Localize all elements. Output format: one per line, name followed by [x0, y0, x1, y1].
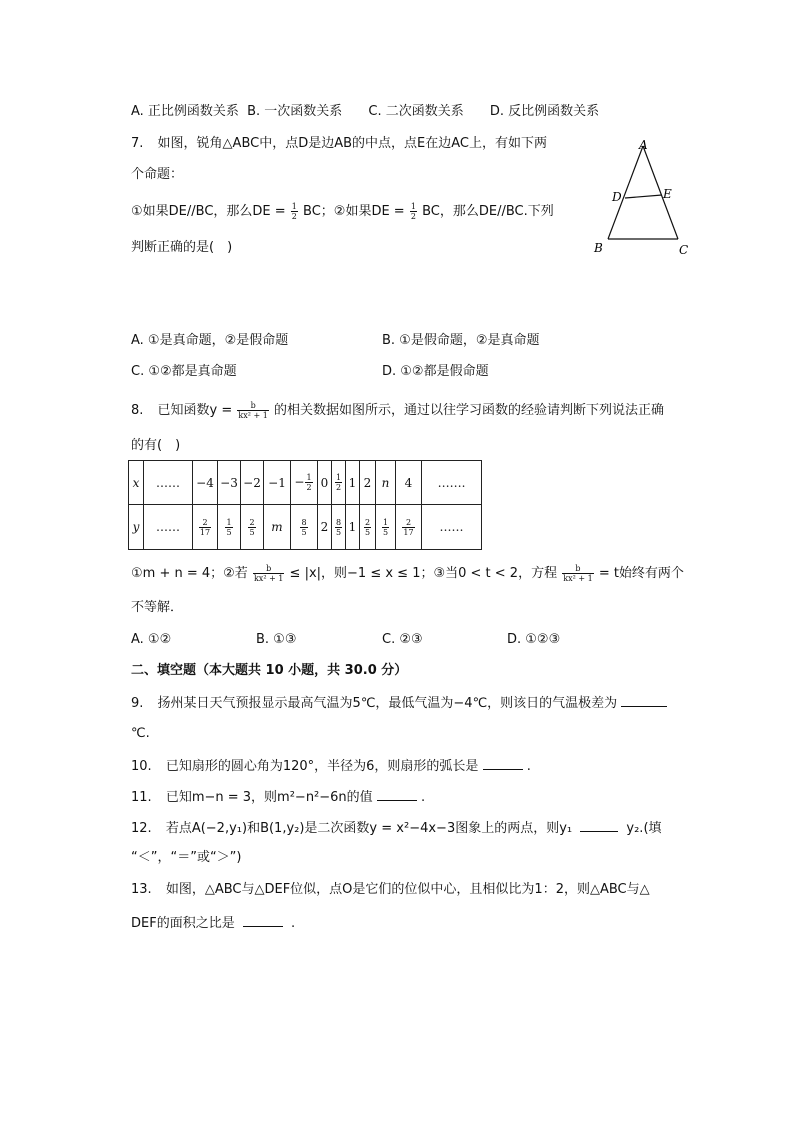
fraction-denominator: kx² + 1 — [253, 574, 284, 583]
cell-fraction — [225, 518, 232, 537]
table-cell: y — [129, 505, 144, 550]
q6-options — [131, 104, 599, 120]
table-cell: 4 — [396, 461, 422, 505]
q9-line1 — [131, 694, 667, 712]
fraction-denominator: 5 — [301, 527, 307, 537]
fraction-numerator: 2 — [249, 517, 255, 527]
vertex-a-label: A — [639, 138, 648, 152]
cell-fraction — [364, 518, 371, 537]
cell-fraction — [335, 473, 342, 492]
cell-fraction — [335, 518, 342, 537]
q12-after: y₂.(填 — [626, 821, 662, 836]
fraction-denominator: 5 — [364, 527, 371, 537]
vertex-b-label: B — [594, 241, 603, 255]
q8-stem-end: 的相关数据如图所示，通过以往学习函数的经验请判断下列说法正确 — [274, 403, 665, 418]
q8-option-c: C. ②③ — [382, 632, 423, 647]
q7-option-a: A. ①是真命题，②是假命题 — [131, 333, 289, 348]
fraction-numerator: 8 — [301, 517, 307, 527]
table-row-y — [129, 505, 482, 550]
q8-statements — [131, 562, 684, 586]
q10-line — [131, 757, 531, 775]
table-cell — [332, 461, 346, 505]
q7-option-b: B. ①是假命题，②是真命题 — [382, 333, 540, 348]
q13-end: . — [290, 916, 296, 931]
q8-line4: 不等解． — [131, 600, 184, 615]
table-cell: 1 — [346, 505, 360, 550]
fraction-denominator: 5 — [382, 527, 389, 537]
table-cell: −1 — [264, 461, 291, 505]
q8-statement-1: ①m + n = 4；②若 — [131, 566, 248, 581]
fraction-denominator: 5 — [226, 527, 232, 537]
answer-blank[interactable] — [377, 788, 417, 801]
fraction-numerator: b — [562, 564, 593, 574]
fraction-denominator: 2 — [306, 483, 312, 492]
q8-line2: 的有( ) — [131, 438, 181, 453]
fraction-numerator: 2 — [364, 517, 371, 527]
q7-proposition-2: BC；②如果DE = — [303, 204, 405, 219]
table-cell — [241, 505, 264, 550]
fraction-numerator: 1 — [410, 202, 416, 211]
fraction-denominator: 2 — [410, 212, 416, 221]
cell-fraction — [199, 518, 211, 537]
fraction-denominator: 17 — [199, 527, 211, 537]
answer-blank[interactable] — [580, 819, 618, 832]
fraction-denominator: 5 — [249, 527, 255, 537]
point-d-label: D — [612, 190, 622, 204]
q8-statement-2: ≤ |x|，则−1 ≤ x ≤ 1；③当0 < t < 2，方程 — [289, 566, 558, 581]
q12-line1 — [131, 819, 662, 837]
q6-option-b: B. 一次函数关系 — [247, 104, 343, 119]
q10-end: . — [526, 759, 531, 774]
function-fraction — [253, 564, 284, 583]
table-cell: 2 — [360, 461, 376, 505]
half-fraction — [410, 202, 417, 221]
table-cell: ……. — [422, 461, 482, 505]
q11-end: . — [420, 790, 426, 805]
q12-number: 12. — [131, 821, 152, 836]
q11-number: 11. — [131, 790, 152, 805]
point-e-label: E — [663, 187, 672, 201]
q7-line2: 个命题： — [131, 167, 184, 182]
q7-proposition-1: ①如果DE//BC，那么DE = — [131, 204, 286, 219]
table-cell — [360, 505, 376, 550]
q11-stem: 已知m−n = 3，则m²−n²−6n的值 — [165, 790, 373, 805]
table-cell: −3 — [218, 461, 241, 505]
cell-fraction — [248, 518, 255, 537]
fraction-denominator: 5 — [335, 527, 342, 537]
q7-option-c: C. ①②都是真命题 — [131, 364, 237, 379]
q6-option-d: D. 反比例函数关系 — [489, 104, 600, 119]
q7-line1 — [131, 136, 547, 152]
fraction-denominator: 2 — [291, 212, 297, 221]
function-fraction — [562, 564, 593, 583]
q6-option-c: C. 二次函数关系 — [368, 104, 464, 119]
q7-number: 7. — [131, 136, 144, 151]
answer-blank[interactable] — [621, 694, 667, 707]
table-cell — [396, 505, 422, 550]
fraction-numerator: 1 — [382, 517, 389, 527]
table-cell: n — [376, 461, 396, 505]
cell-fraction — [305, 473, 312, 492]
fraction-numerator: 1 — [335, 473, 342, 482]
q8-number: 8. — [131, 403, 144, 418]
table-cell — [218, 505, 241, 550]
q12-line2: “＜”，“＝”或“＞”) — [131, 850, 242, 865]
table-cell — [332, 505, 346, 550]
table-cell: 0 — [318, 461, 332, 505]
q13-stem-2: DEF的面积之比是 — [131, 916, 235, 931]
q13-line1 — [131, 882, 650, 898]
q10-stem: 已知扇形的圆心角为120°，半径为6，则扇形的弧长是 — [165, 759, 479, 774]
q8-option-b: B. ①③ — [256, 632, 297, 647]
q6-option-a: A. 正比例函数关系 — [131, 104, 239, 119]
q9-number: 9. — [131, 696, 144, 711]
table-cell — [376, 505, 396, 550]
fraction-numerator: 1 — [226, 517, 232, 527]
table-cell — [291, 505, 318, 550]
q13-line2 — [131, 914, 295, 932]
q11-line — [131, 788, 425, 806]
answer-blank[interactable] — [483, 757, 523, 770]
fraction-numerator: b — [253, 564, 284, 574]
cell-fraction — [402, 518, 414, 537]
fraction-numerator: 8 — [335, 517, 342, 527]
q8-data-table — [128, 460, 482, 550]
q13-number: 13. — [131, 882, 152, 897]
fraction-denominator: 17 — [403, 527, 414, 537]
table-cell: m — [264, 505, 291, 550]
table-cell: −4 — [193, 461, 218, 505]
function-fraction — [237, 401, 268, 420]
fraction-denominator: 2 — [335, 483, 342, 492]
minus-sign: − — [294, 475, 305, 489]
vertex-c-label: C — [679, 243, 689, 257]
q7-stem: 如图，锐角△ABC中，点D是边AB的中点，点E在边AC上，有如下两 — [157, 136, 547, 151]
fraction-numerator: 2 — [402, 518, 414, 528]
table-cell: x — [129, 461, 144, 505]
fraction-denominator: kx² + 1 — [563, 574, 593, 583]
q7-option-d: D. ①②都是假命题 — [382, 364, 489, 379]
table-cell — [193, 505, 218, 550]
q13-stem: 如图，△ABC与△DEF位似，点O是它们的位似中心，且相似比为1：2，则△ABC与△ — [165, 882, 650, 897]
q7-line4: 判断正确的是( ) — [131, 240, 233, 255]
triangle-figure — [590, 134, 700, 259]
q9-unit: ℃. — [131, 726, 150, 741]
q12-stem: 若点A(−2,y₁)和B(1,y₂)是二次函数y = x²−4x−3图象上的两点，则y₁ — [165, 821, 573, 836]
table-row-x — [129, 461, 482, 505]
table-cell: 2 — [318, 505, 332, 550]
fraction-numerator: 1 — [306, 473, 312, 482]
q8-statement-3: = t始终有两个 — [598, 566, 684, 581]
section-title: 二、填空题（本大题共 10 小题，共 30.0 分） — [131, 663, 408, 678]
half-fraction — [291, 202, 298, 221]
q8-line1 — [131, 399, 664, 423]
fraction-numerator: 1 — [291, 202, 297, 211]
table-cell: 1 — [346, 461, 360, 505]
fraction-numerator: b — [237, 401, 268, 411]
answer-blank[interactable] — [243, 914, 283, 927]
q9-stem: 扬州某日天气预报显示最高气温为5℃，最低气温为−4℃，则该日的气温极差为 — [157, 696, 618, 711]
cell-fraction — [300, 518, 307, 537]
q10-number: 10. — [131, 759, 152, 774]
q7-propositions — [131, 202, 554, 221]
segment-de — [625, 195, 662, 198]
fraction-numerator: 2 — [199, 518, 211, 528]
table-cell — [291, 461, 318, 505]
q8-stem-start: 已知函数y = — [157, 403, 233, 418]
table-cell: …… — [422, 505, 482, 550]
q7-proposition-2-end: BC，那么DE//BC.下列 — [422, 204, 554, 219]
fraction-denominator: kx² + 1 — [238, 411, 268, 420]
table-cell: …… — [144, 461, 193, 505]
q8-option-a: A. ①② — [131, 632, 172, 647]
table-cell: …… — [144, 505, 193, 550]
q8-option-d: D. ①②③ — [507, 632, 561, 647]
cell-fraction — [382, 518, 389, 537]
table-cell: −2 — [241, 461, 264, 505]
side-ac — [643, 146, 678, 239]
